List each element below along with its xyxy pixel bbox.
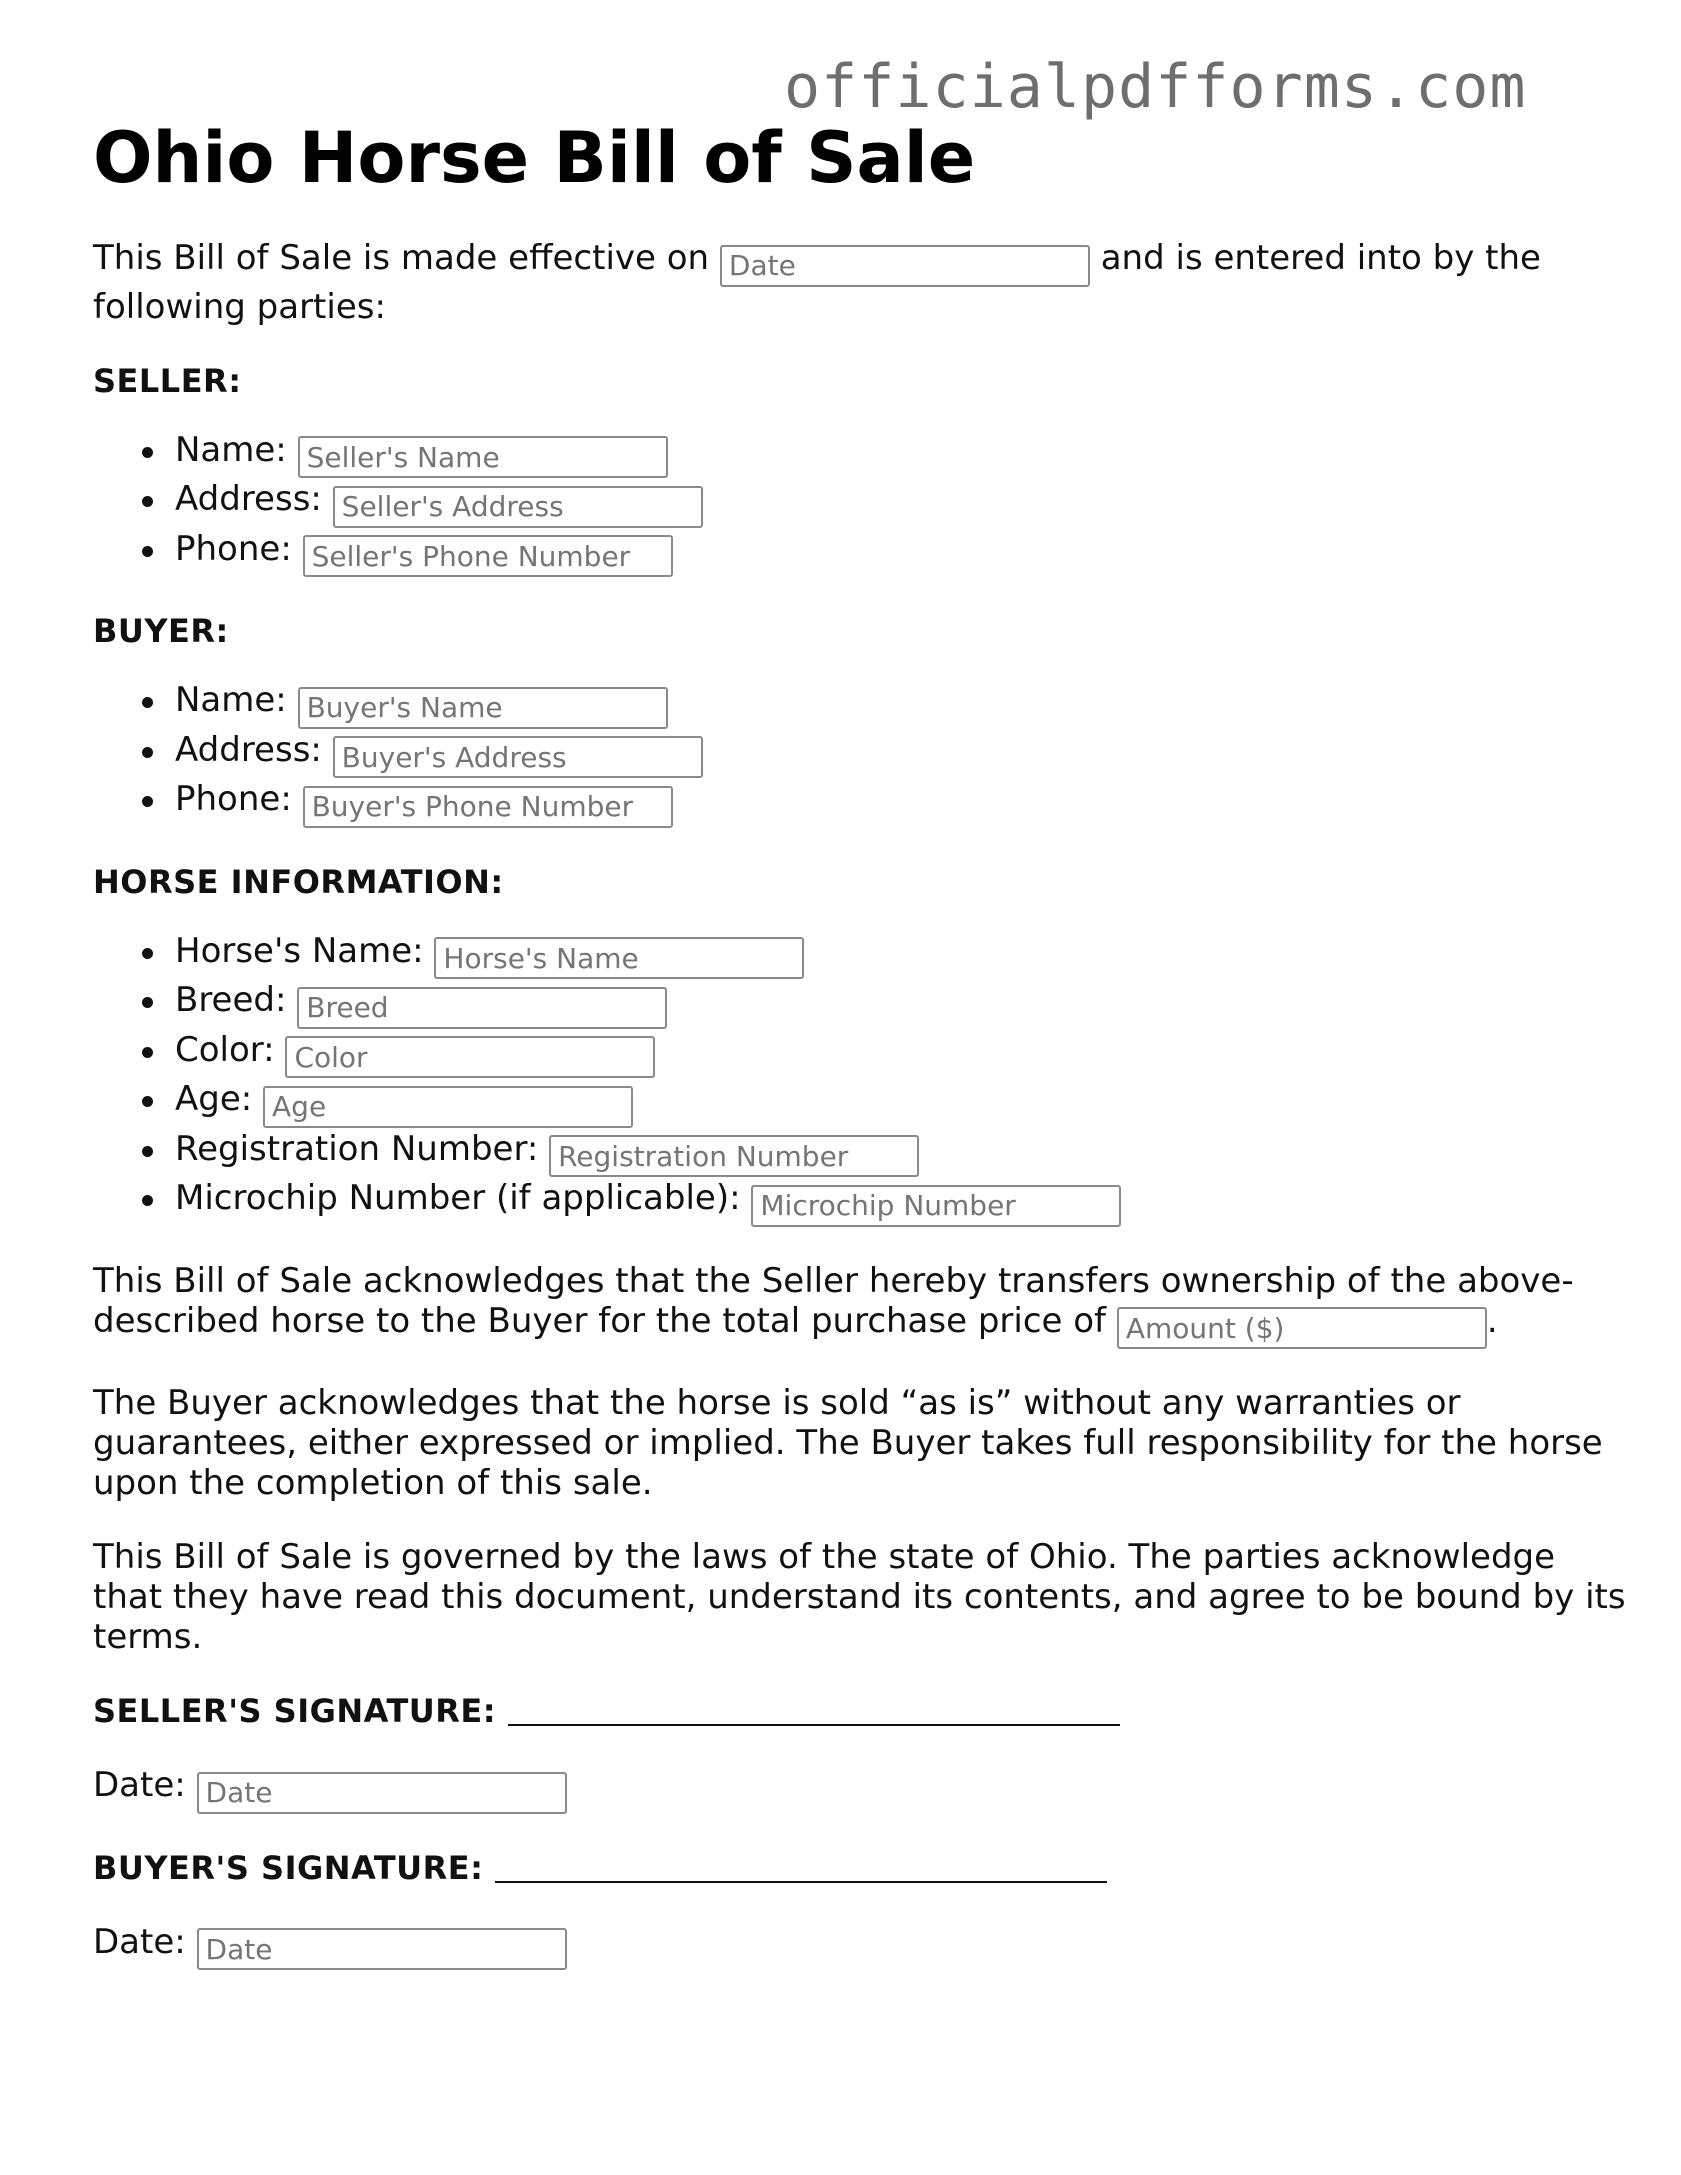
buyer-address-label: Address: <box>175 729 322 770</box>
seller-signature-row <box>93 1689 1633 1733</box>
seller-address-item <box>175 478 1633 528</box>
seller-name-field[interactable] <box>298 436 668 478</box>
as-is-paragraph: The Buyer acknowledges that the horse is sold “as is” without any warranties or guarantees, either expressed or implied. The Buyer takes full responsibility for the horse upon the completion of this sale. <box>93 1383 1603 1503</box>
horse-info-heading: HORSE INFORMATION: <box>93 862 504 901</box>
horse-color-item <box>175 1029 1633 1079</box>
seller-phone-field[interactable] <box>303 535 673 577</box>
horse-registration-label: Registration Number: <box>175 1128 539 1169</box>
intro-paragraph <box>93 238 1633 327</box>
horse-age-label: Age: <box>175 1079 253 1119</box>
transfer-paragraph <box>93 1261 1633 1350</box>
seller-address-label: Address: <box>175 479 322 519</box>
horse-registration-item <box>175 1128 1633 1178</box>
buyer-date-row <box>93 1920 1633 1971</box>
buyer-list <box>93 679 1633 828</box>
seller-phone-item <box>175 528 1633 578</box>
bill-of-sale-document <box>93 110 1633 1970</box>
horse-name-label: Horse's Name: <box>175 930 424 971</box>
horse-color-label: Color: <box>175 1029 275 1070</box>
buyer-heading: BUYER: <box>93 612 229 650</box>
seller-date-field[interactable] <box>197 1772 567 1814</box>
seller-phone-label: Phone: <box>175 528 292 569</box>
horse-age-item <box>175 1078 1633 1128</box>
horse-info-list <box>93 930 1633 1227</box>
buyer-name-label: Name: <box>175 680 287 720</box>
purchase-amount-field[interactable] <box>1117 1307 1487 1349</box>
buyer-phone-item <box>175 778 1633 828</box>
page-title: Ohio Horse Bill of Sale <box>93 117 976 199</box>
buyer-name-field[interactable] <box>298 687 668 729</box>
horse-registration-field[interactable] <box>549 1135 919 1177</box>
buyer-phone-field[interactable] <box>303 786 673 828</box>
seller-signature-label: SELLER'S SIGNATURE: <box>93 1692 497 1730</box>
seller-date-row <box>93 1763 1633 1814</box>
buyer-signature-label: BUYER'S SIGNATURE: <box>93 1848 484 1887</box>
horse-name-item <box>175 930 1633 980</box>
transfer-text: This Bill of Sale acknowledges that the Seller hereby transfers ownership of the above-described horse to the Buyer for the total purchase price of <box>93 1260 1574 1341</box>
buyer-phone-label: Phone: <box>175 779 292 819</box>
buyer-signature-line[interactable] <box>495 1851 1107 1883</box>
seller-list <box>93 429 1633 578</box>
buyer-date-label: Date: <box>93 1921 186 1962</box>
effective-date-field[interactable] <box>720 245 1090 287</box>
watermark: officialpdfforms.com <box>784 52 1527 122</box>
buyer-address-item <box>175 729 1633 779</box>
horse-breed-item <box>175 979 1633 1029</box>
governing-law-paragraph: This Bill of Sale is governed by the laws of the state of Ohio. The parties acknowledge that they have read this document, understand its contents, and agree to be bound by its terms. <box>93 1537 1626 1657</box>
transfer-period: . <box>1486 1300 1498 1341</box>
seller-name-label: Name: <box>175 429 287 470</box>
seller-name-item <box>175 429 1633 479</box>
horse-age-field[interactable] <box>263 1086 633 1128</box>
buyer-signature-row <box>93 1846 1633 1890</box>
horse-microchip-label: Microchip Number (if applicable): <box>175 1178 741 1218</box>
horse-name-field[interactable] <box>434 937 804 979</box>
seller-date-label: Date: <box>93 1765 186 1805</box>
buyer-name-item <box>175 679 1633 729</box>
intro-text-after: and is entered into by the following parties: <box>93 238 1541 327</box>
buyer-address-field[interactable] <box>333 736 703 778</box>
horse-microchip-item <box>175 1177 1633 1227</box>
seller-signature-line[interactable] <box>508 1694 1120 1726</box>
seller-address-field[interactable] <box>333 486 703 528</box>
horse-breed-field[interactable] <box>297 987 667 1029</box>
buyer-date-field[interactable] <box>197 1928 567 1970</box>
intro-text-before: This Bill of Sale is made effective on <box>93 238 710 278</box>
horse-breed-label: Breed: <box>175 980 287 1020</box>
horse-color-field[interactable] <box>285 1036 655 1078</box>
horse-microchip-field[interactable] <box>751 1185 1121 1227</box>
seller-heading: SELLER: <box>93 361 242 400</box>
